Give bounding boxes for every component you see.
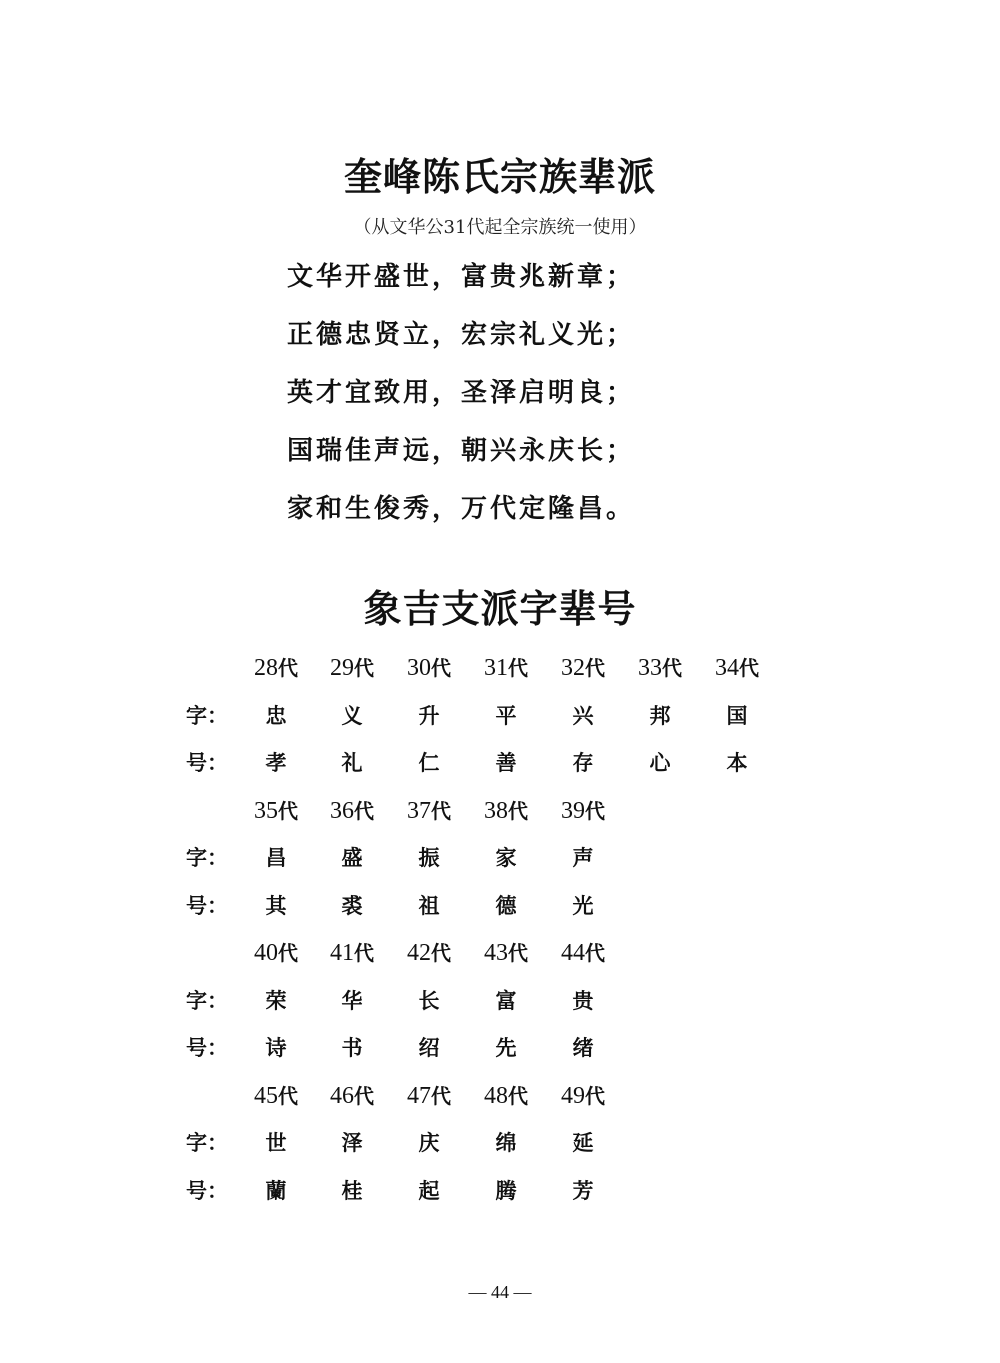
generation-suffix: 代: [278, 1084, 298, 1108]
generation-number: [468, 1080, 544, 1110]
zi-character: 长: [418, 988, 440, 1013]
poem-line: 国瑞佳声远，朝兴永庆长；: [287, 436, 636, 466]
hao-character: 书: [341, 1035, 363, 1060]
generation-number: [238, 652, 314, 682]
zi-character: 荣: [265, 988, 287, 1013]
hao-character: 光: [572, 893, 594, 918]
generation-number: [468, 795, 544, 825]
generation-suffix: 代: [354, 941, 374, 965]
hao-row: [0, 890, 1000, 920]
generation-number: [468, 652, 544, 682]
zi-character: 华: [341, 988, 363, 1013]
generation-row: [0, 937, 1000, 967]
generation-value: 43: [484, 940, 508, 966]
generation-number: [314, 795, 390, 825]
zi-character: 富: [495, 988, 517, 1013]
generation-number: [545, 795, 621, 825]
generation-value: 39: [561, 798, 585, 824]
zi-character: 声: [572, 845, 594, 870]
generation-suffix: 代: [278, 799, 298, 823]
hao-label: 号：: [186, 1178, 228, 1203]
generation-suffix: 代: [431, 799, 451, 823]
hao-character: 绍: [418, 1035, 440, 1060]
hao-character: 蘭: [265, 1178, 287, 1203]
section-title: 象吉支派字辈号: [363, 586, 637, 631]
generation-suffix: 代: [278, 941, 298, 965]
generation-value: 34: [715, 655, 739, 681]
zi-label: 字：: [186, 1130, 228, 1155]
generation-suffix: 代: [585, 941, 605, 965]
generation-suffix: 代: [585, 656, 605, 680]
zi-character: 昌: [265, 845, 287, 870]
generation-value: 30: [407, 655, 431, 681]
zi-character: 平: [495, 703, 517, 728]
generation-value: 33: [638, 655, 662, 681]
page-number: — 44 —: [468, 1282, 532, 1302]
zi-character: 世: [265, 1130, 287, 1155]
zi-character: 忠: [265, 703, 287, 728]
generation-suffix: 代: [508, 1084, 528, 1108]
generation-value: 48: [484, 1083, 508, 1109]
zi-character: 兴: [572, 703, 594, 728]
generation-suffix: 代: [431, 656, 451, 680]
generation-number: [468, 937, 544, 967]
generation-number: [545, 652, 621, 682]
generation-value: 35: [254, 798, 278, 824]
generation-suffix: 代: [662, 656, 682, 680]
hao-row: [0, 747, 1000, 777]
hao-character: 祖: [418, 893, 440, 918]
hao-character: 本: [726, 750, 748, 775]
generation-number: [314, 1080, 390, 1110]
generation-number: [391, 937, 467, 967]
hao-row: [0, 1032, 1000, 1062]
generation-number: [545, 937, 621, 967]
hao-label: 号：: [186, 1035, 228, 1060]
poem-line: 正德忠贤立，宏宗礼义光；: [287, 320, 636, 350]
zi-character: 升: [418, 703, 440, 728]
generation-suffix: 代: [739, 656, 759, 680]
generation-value: 46: [330, 1083, 354, 1109]
generation-row: [0, 652, 1000, 682]
hao-character: 芳: [572, 1178, 594, 1203]
generation-value: 49: [561, 1083, 585, 1109]
hao-character: 仁: [418, 750, 440, 775]
generation-number: [391, 795, 467, 825]
zi-character: 延: [572, 1130, 594, 1155]
zi-character: 庆: [418, 1130, 440, 1155]
zi-character: 振: [418, 845, 440, 870]
generation-row: [0, 795, 1000, 825]
generation-suffix: 代: [431, 941, 451, 965]
hao-character: 存: [572, 750, 594, 775]
zi-character: 义: [341, 703, 363, 728]
hao-label: 号：: [186, 750, 228, 775]
zi-row: [0, 700, 1000, 730]
hao-character: 绪: [572, 1035, 594, 1060]
generation-value: 37: [407, 798, 431, 824]
hao-label: 号：: [186, 893, 228, 918]
poem-line: 家和生俊秀，万代定隆昌。: [287, 494, 636, 524]
generation-value: 32: [561, 655, 585, 681]
generation-number: [238, 795, 314, 825]
generation-suffix: 代: [354, 656, 374, 680]
zi-character: 贵: [572, 988, 594, 1013]
hao-character: 德: [495, 893, 517, 918]
generation-value: 40: [254, 940, 278, 966]
generation-suffix: 代: [585, 1084, 605, 1108]
generation-number: [391, 1080, 467, 1110]
generation-number: [699, 652, 775, 682]
generation-value: 47: [407, 1083, 431, 1109]
zi-label: 字：: [186, 845, 228, 870]
generation-number: [622, 652, 698, 682]
zi-row: [0, 1127, 1000, 1157]
generation-number: [391, 652, 467, 682]
generation-value: 42: [407, 940, 431, 966]
generation-suffix: 代: [431, 1084, 451, 1108]
hao-character: 腾: [495, 1178, 517, 1203]
hao-character: 诗: [265, 1035, 287, 1060]
hao-character: 其: [265, 893, 287, 918]
generation-number: [314, 652, 390, 682]
zi-label: 字：: [186, 703, 228, 728]
hao-character: 善: [495, 750, 517, 775]
zi-character: 绵: [495, 1130, 517, 1155]
generation-value: 44: [561, 940, 585, 966]
generation-value: 36: [330, 798, 354, 824]
generation-suffix: 代: [508, 799, 528, 823]
hao-character: 先: [495, 1035, 517, 1060]
hao-character: 桂: [341, 1178, 363, 1203]
generation-number: [238, 937, 314, 967]
generation-value: 31: [484, 655, 508, 681]
generation-suffix: 代: [354, 1084, 374, 1108]
page-title: 奎峰陈氏宗族辈派: [343, 154, 656, 199]
zi-label: 字：: [186, 988, 228, 1013]
zi-row: [0, 842, 1000, 872]
poem-line: 文华开盛世，富贵兆新章；: [287, 262, 636, 292]
generation-suffix: 代: [354, 799, 374, 823]
generation-value: 28: [254, 655, 278, 681]
generation-value: 41: [330, 940, 354, 966]
subtitle: （从文华公31代起全宗族统一使用）: [353, 217, 647, 238]
zi-character: 泽: [341, 1130, 363, 1155]
generation-suffix: 代: [278, 656, 298, 680]
hao-character: 起: [418, 1178, 440, 1203]
generation-value: 38: [484, 798, 508, 824]
hao-character: 孝: [265, 750, 287, 775]
hao-character: 裘: [341, 893, 363, 918]
generation-row: [0, 1080, 1000, 1110]
generation-suffix: 代: [508, 941, 528, 965]
hao-row: [0, 1175, 1000, 1205]
generation-value: 45: [254, 1083, 278, 1109]
hao-character: 心: [649, 750, 671, 775]
generation-number: [545, 1080, 621, 1110]
generation-suffix: 代: [508, 656, 528, 680]
generation-suffix: 代: [585, 799, 605, 823]
zi-character: 盛: [341, 845, 363, 870]
zi-character: 国: [726, 703, 748, 728]
zi-character: 家: [495, 845, 517, 870]
zi-row: [0, 985, 1000, 1015]
hao-character: 礼: [341, 750, 363, 775]
generation-value: 29: [330, 655, 354, 681]
generation-number: [314, 937, 390, 967]
generation-number: [238, 1080, 314, 1110]
poem-line: 英才宜致用，圣泽启明良；: [287, 378, 636, 408]
zi-character: 邦: [649, 703, 671, 728]
